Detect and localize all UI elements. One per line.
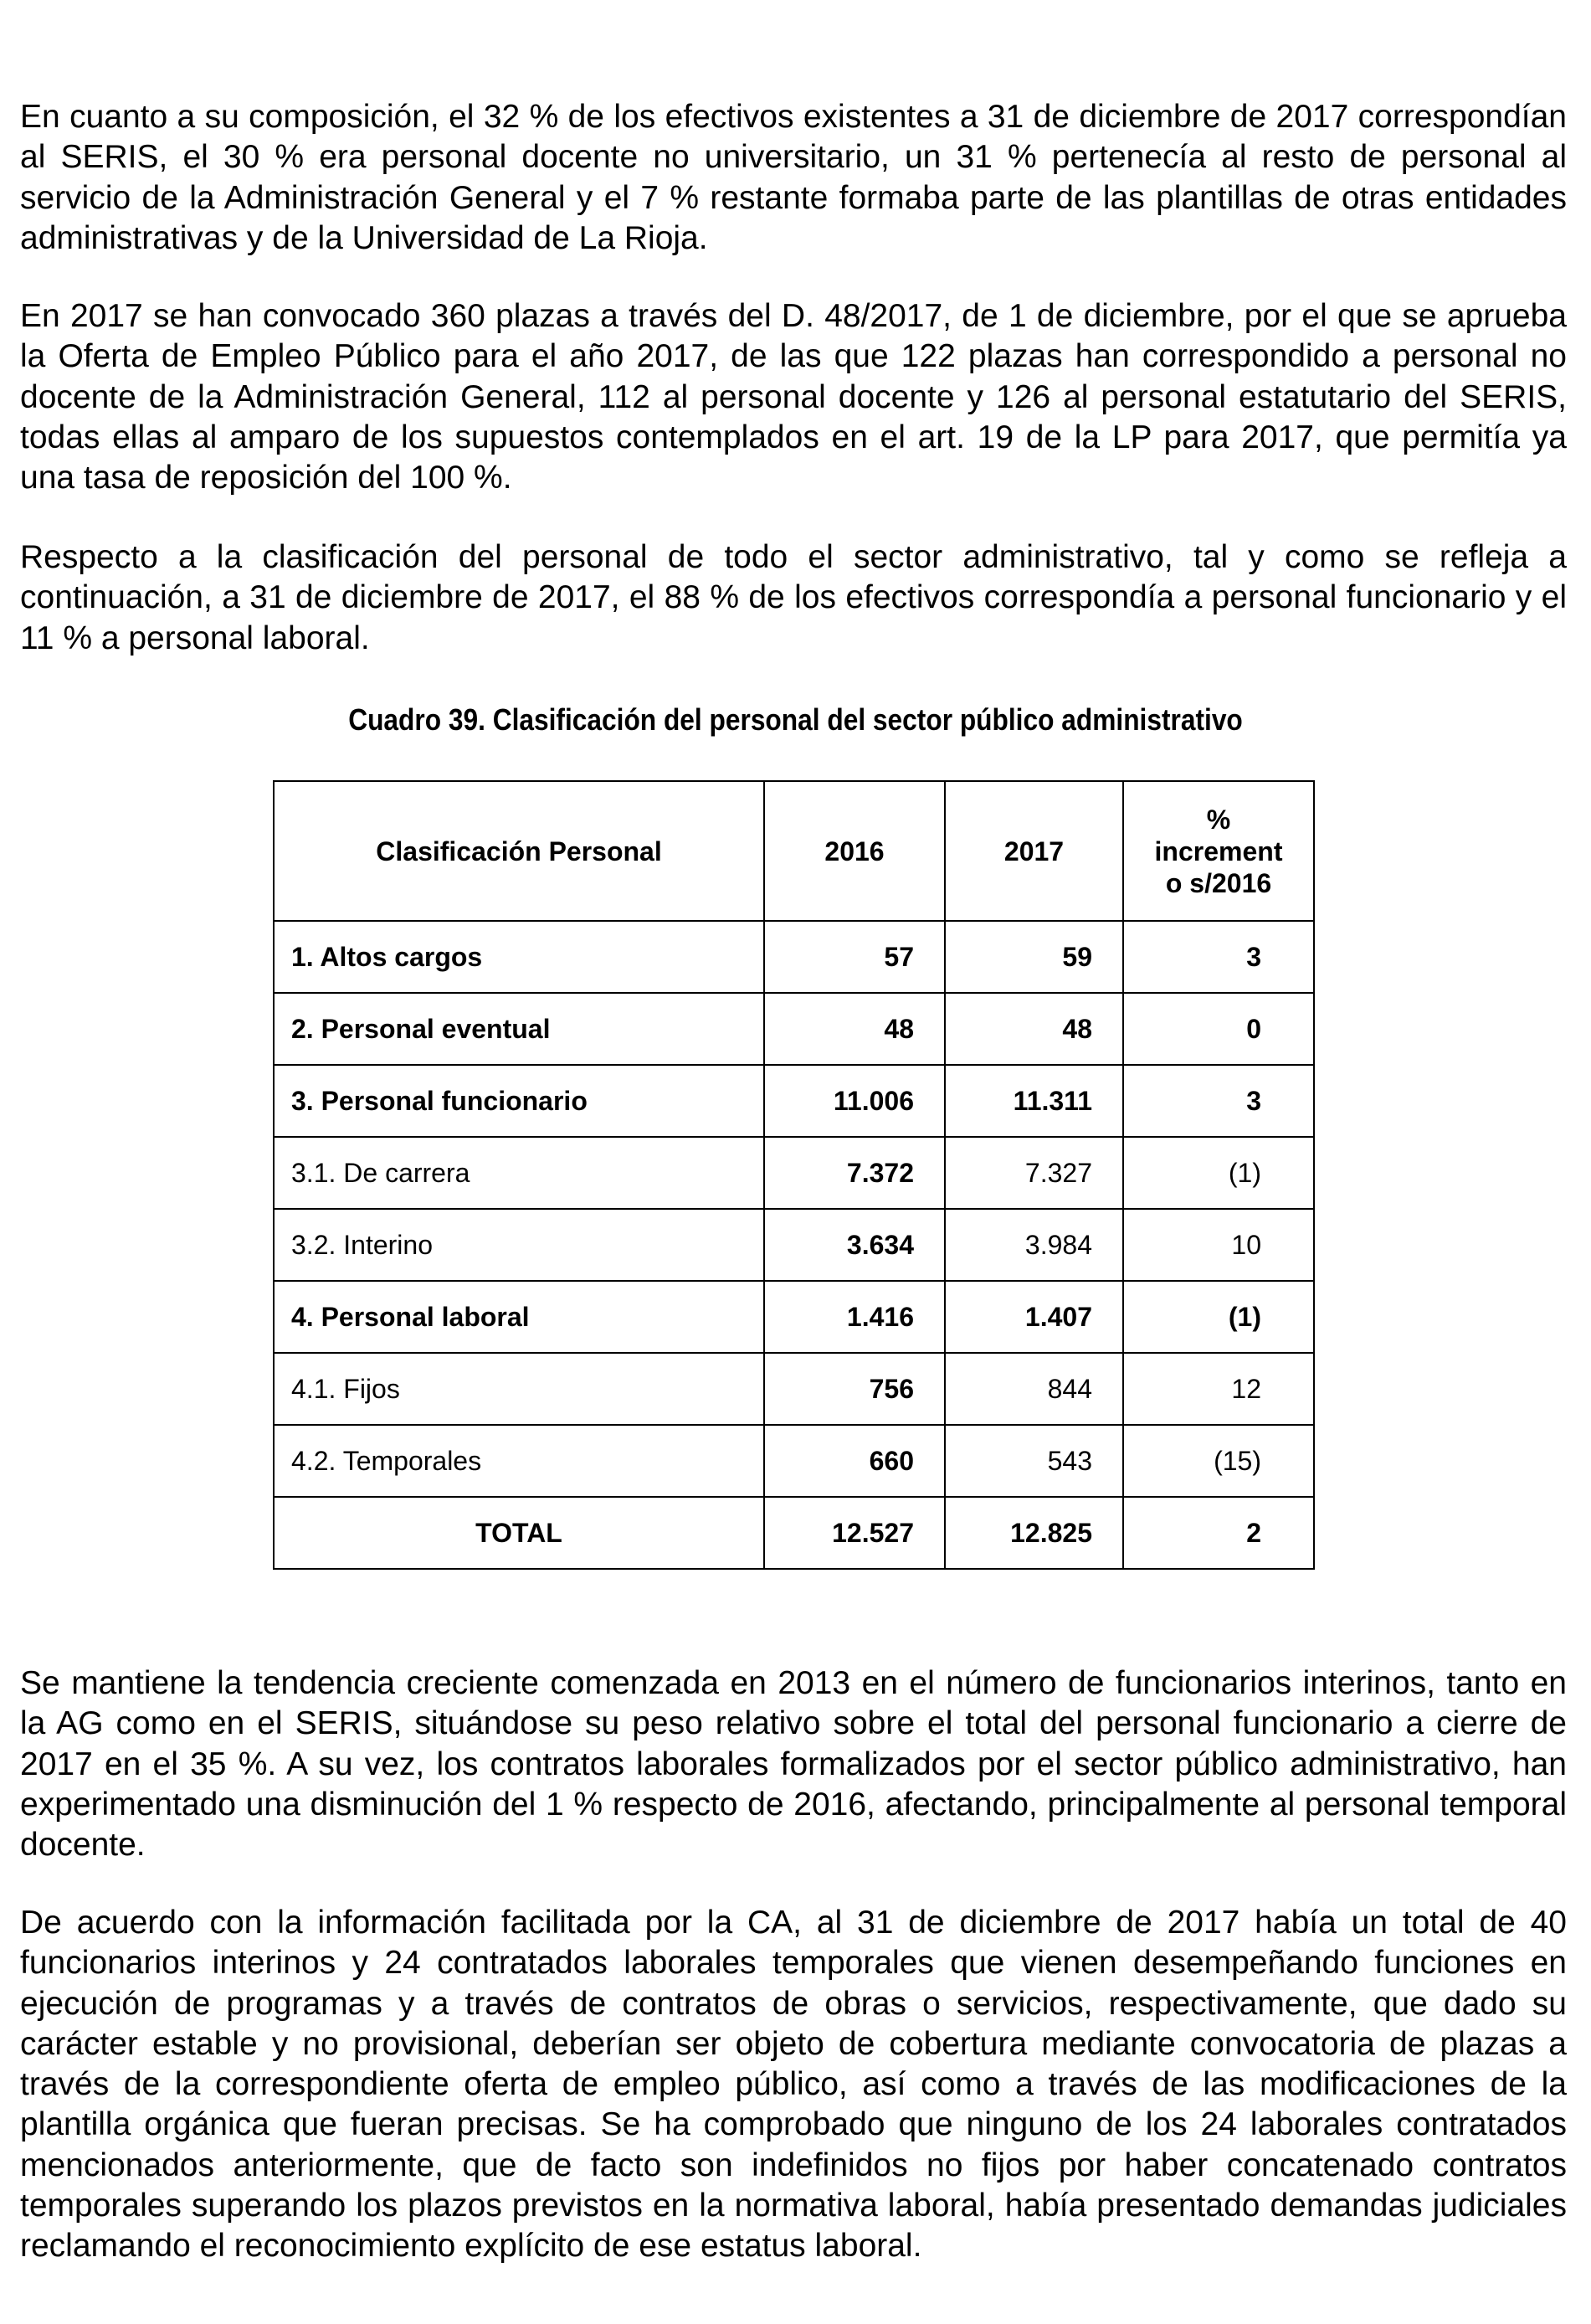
cell-2016: 3.634 <box>764 1209 945 1281</box>
table-total-row <box>274 1497 1314 1569</box>
cell-2017: 7.327 <box>945 1137 1123 1209</box>
row-label: 3.2. Interino <box>274 1209 764 1281</box>
total-pct: 2 <box>1123 1497 1314 1569</box>
row-label: 4. Personal laboral <box>274 1281 764 1353</box>
cell-2016: 1.416 <box>764 1281 945 1353</box>
paragraph-composition: En cuanto a su composición, el 32 % de los efectivos existentes a 31 de diciembre de 2017 correspondían al SERIS, el 30 % era personal docente no universitario, un 31 % pertenecía al resto de personal al servicio de la Administración General y el 7 % restante formaba parte de las plantillas de otras entidades administrativas y de la Universidad de La Rioja. <box>20 99 1567 256</box>
header-pct-line3: o s/2016 <box>1165 867 1272 898</box>
cell-2017: 543 <box>945 1425 1123 1497</box>
row-label: 4.1. Fijos <box>274 1353 764 1425</box>
header-classification: Clasificación Personal <box>274 781 764 921</box>
cell-pct: 10 <box>1123 1209 1314 1281</box>
total-label: TOTAL <box>274 1497 764 1569</box>
cell-2016: 57 <box>764 921 945 993</box>
table-caption: Cuadro 39. Clasificación del personal del sector público administrativo <box>348 702 1243 737</box>
cell-pct: (15) <box>1123 1425 1314 1497</box>
cell-2017: 48 <box>945 993 1123 1065</box>
cell-pct: 12 <box>1123 1353 1314 1425</box>
cell-pct: 3 <box>1123 921 1314 993</box>
row-label: 3.1. De carrera <box>274 1137 764 1209</box>
row-label: 2. Personal eventual <box>274 993 764 1065</box>
cell-2017: 59 <box>945 921 1123 993</box>
table-row <box>274 1209 1314 1281</box>
paragraph-interinos-trend: Se mantiene la tendencia creciente comenzada en 2013 en el número de funcionarios interinos, tanto en la AG como en el SERIS, situándose su peso relativo sobre el total del personal funcionario a cierre de 2017 en el 35 %. A su vez, los contratos laborales formalizados por el sector público administrativo, han experimentado una disminución del 1 % respecto de 2016, afectando, principalmente al personal temporal docente. <box>20 1665 1567 1864</box>
table-row <box>274 1065 1314 1137</box>
header-pct-increment <box>1123 781 1314 921</box>
paragraph-convocatoria: En 2017 se han convocado 360 plazas a través del D. 48/2017, de 1 de diciembre, por el que se aprueba la Oferta de Empleo Público para el año 2017, de las que 122 plazas han correspondido a personal no docente de la Administración General, 112 al personal docente y 126 al personal estatutario del SERIS, todas ellas al amparo de los supuestos contemplados en el art. 19 de la LP para 2017, que permitía ya una tasa de reposición del 100 %. <box>20 298 1567 496</box>
table-row <box>274 1137 1314 1209</box>
row-label: 1. Altos cargos <box>274 921 764 993</box>
table-row <box>274 921 1314 993</box>
table-header-row <box>274 781 1314 921</box>
row-label: 4.2. Temporales <box>274 1425 764 1497</box>
cell-2017: 1.407 <box>945 1281 1123 1353</box>
cell-2016: 48 <box>764 993 945 1065</box>
cell-2016: 11.006 <box>764 1065 945 1137</box>
header-pct-line2: increment <box>1154 836 1283 866</box>
cell-2017: 844 <box>945 1353 1123 1425</box>
cell-pct: 0 <box>1123 993 1314 1065</box>
table-row <box>274 1281 1314 1353</box>
table-row <box>274 993 1314 1065</box>
header-pct-line1: % <box>1206 804 1231 835</box>
header-2017: 2017 <box>945 781 1123 921</box>
cell-pct: (1) <box>1123 1281 1314 1353</box>
cell-pct: (1) <box>1123 1137 1314 1209</box>
cell-2017: 3.984 <box>945 1209 1123 1281</box>
personnel-classification-table <box>273 780 1315 1570</box>
total-2017: 12.825 <box>945 1497 1123 1569</box>
header-2016: 2016 <box>764 781 945 921</box>
row-label: 3. Personal funcionario <box>274 1065 764 1137</box>
table-row <box>274 1425 1314 1497</box>
cell-2016: 660 <box>764 1425 945 1497</box>
total-2016: 12.527 <box>764 1497 945 1569</box>
paragraph-classification: Respecto a la clasificación del personal de todo el sector administrativo, tal y como se refleja a continuación, a 31 de diciembre de 2017, el 88 % de los efectivos correspondía a personal funcionario y el 11 % a personal laboral. <box>20 539 1567 656</box>
cell-2016: 756 <box>764 1353 945 1425</box>
cell-2016: 7.372 <box>764 1137 945 1209</box>
paragraph-temporary-staff: De acuerdo con la información facilitada por la CA, al 31 de diciembre de 2017 había un total de 40 funcionarios interinos y 24 contratados laborales temporales que vienen desempeñando funciones en ejecución de programas y a través de contratos de obras o servicios, respectivamente, que dado su carácter estable y no provisional, deberían ser objeto de cobertura mediante convocatoria de plazas a través de la correspondiente oferta de empleo público, así como a través de las modificaciones de la plantilla orgánica que fueran precisas. Se ha comprobado que ninguno de los 24 laborales contratados mencionados anteriormente, que de facto son indefinidos no fijos por haber concatenado contratos temporales superando los plazos previstos en la normativa laboral, había presentado demandas judiciales reclamando el reconocimiento explícito de ese estatus laboral. <box>20 1905 1567 2265</box>
table-row <box>274 1353 1314 1425</box>
cell-pct: 3 <box>1123 1065 1314 1137</box>
cell-2017: 11.311 <box>945 1065 1123 1137</box>
